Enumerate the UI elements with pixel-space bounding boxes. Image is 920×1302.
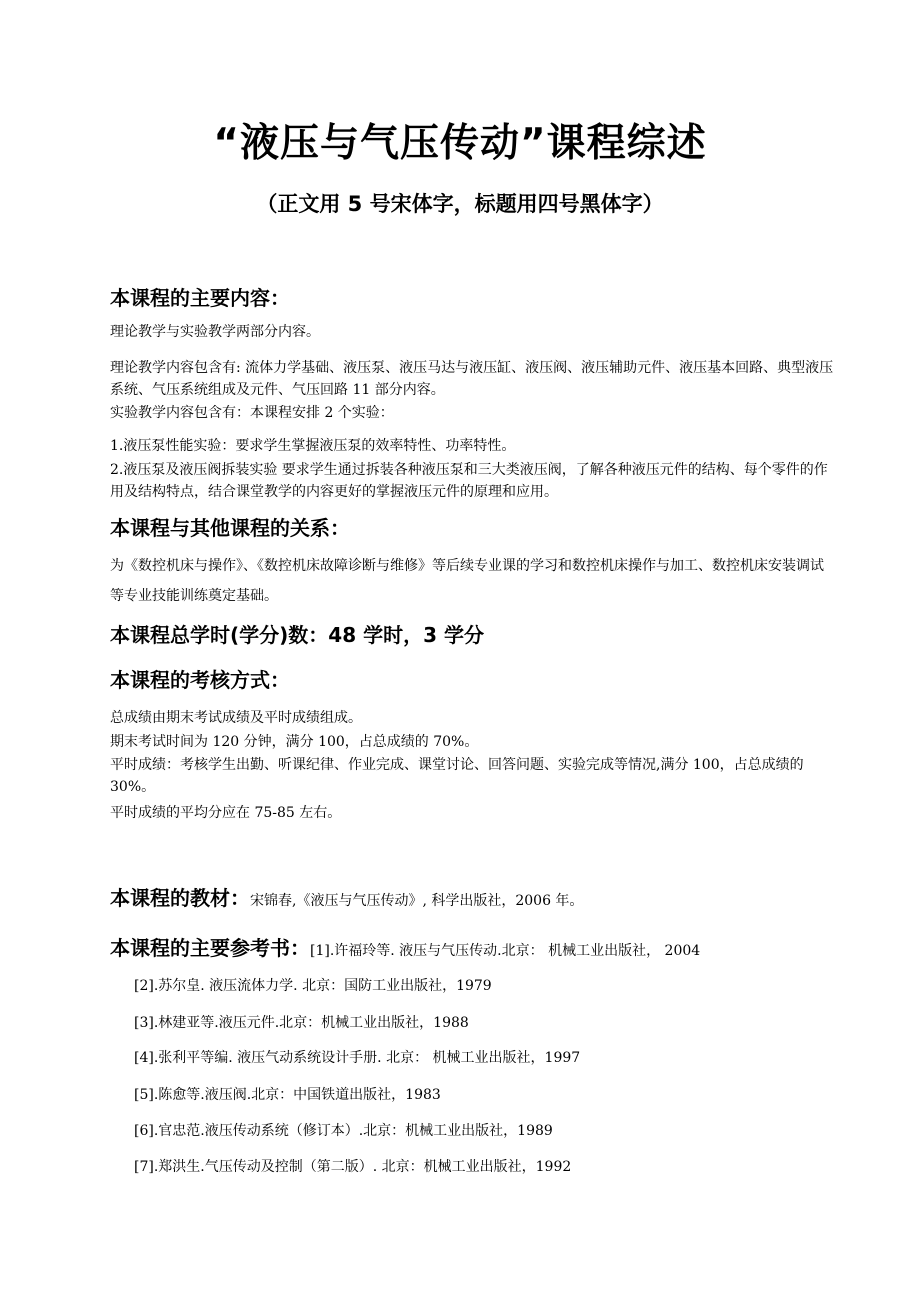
heading-main-content: 本课程的主要内容： bbox=[110, 286, 290, 310]
references-first-line bbox=[110, 932, 700, 961]
paragraph-assessment-1: 总成绩由期末考试成绩及平时成绩组成。 bbox=[110, 710, 362, 726]
reference-item: [3].林建亚等.液压元件.北京：机械工业出版社，1988 bbox=[134, 1015, 469, 1031]
reference-item: [2].苏尔皇. 液压流体力学. 北京：国防工业出版社，1979 bbox=[134, 978, 492, 994]
textbook-line bbox=[110, 882, 583, 911]
document-title: “液压与气压传动”课程综述 bbox=[213, 121, 707, 166]
reference-item: [5].陈愈等.液压阀.北京：中国铁道出版社，1983 bbox=[134, 1087, 441, 1103]
heading-relations: 本课程与其他课程的关系： bbox=[110, 516, 350, 540]
heading-textbook: 本课程的教材： bbox=[110, 886, 250, 910]
reference-item: [6].官忠范.液压传动系统（修订本）.北京：机械工业出版社，1989 bbox=[134, 1123, 553, 1139]
heading-hours: 本课程总学时(学分)数：48 学时，3 学分 bbox=[110, 623, 484, 647]
reference-item: [4].张利平等编. 液压气动系统设计手册. 北京： 机械工业出版社，1997 bbox=[134, 1050, 581, 1066]
list-item-experiment-2: 2.液压泵及液压阀拆装实验 要求学生通过拆装各种液压泵和三大类液压阀，了解各种液压元件的结构、每个零件的作用及结构特点，结合课堂教学的内容更好的掌握液压元件的原理和应用。 bbox=[110, 462, 828, 500]
paragraph-assessment-3: 平时成绩：考核学生出勤、听课纪律、作业完成、课堂讨论、回答问题、实验完成等情况,满分 100，占总成绩的 30%。 bbox=[110, 757, 804, 795]
paragraph-main-content-3: 实验教学内容包含有：本课程安排 2 个实验： bbox=[110, 405, 394, 421]
paragraph-main-content-1: 理论教学与实验教学两部分内容。 bbox=[110, 324, 320, 340]
document-subtitle: （正文用 5 号宋体字，标题用四号黑体字） bbox=[256, 192, 664, 216]
paragraph-relations: 为《数控机床与操作》、《数控机床故障诊断与维修》等后续专业课的学习和数控机床操作与加工、数控机床安装调试等专业技能训练奠定基础。 bbox=[110, 558, 824, 604]
heading-references: 本课程的主要参考书： bbox=[110, 936, 310, 960]
list-item-experiment-1: 1.液压泵性能实验：要求学生掌握液压泵的效率特性、功率特性。 bbox=[110, 438, 516, 454]
paragraph-assessment-4: 平时成绩的平均分应在 75-85 左右。 bbox=[110, 805, 342, 821]
heading-assessment: 本课程的考核方式： bbox=[110, 668, 290, 692]
paragraph-main-content-2: 理论教学内容包含有: 流体力学基础、液压泵、液压马达与液压缸、液压阀、液压辅助元件、液压基本回路、典型液压系统、气压系统组成及元件、气压回路 11 部分内容。 bbox=[110, 360, 834, 398]
textbook-text: 宋锦春,《液压与气压传动》, 科学出版社，2006 年。 bbox=[250, 893, 584, 909]
reference-item-1: [1].许福玲等. 液压与气压传动.北京： 机械工业出版社， 2004 bbox=[310, 943, 701, 959]
reference-item: [7].郑洪生.气压传动及控制（第二版）. 北京：机械工业出版社，1992 bbox=[134, 1159, 572, 1175]
paragraph-assessment-2: 期末考试时间为 120 分钟，满分 100，占总成绩的 70%。 bbox=[110, 734, 479, 750]
